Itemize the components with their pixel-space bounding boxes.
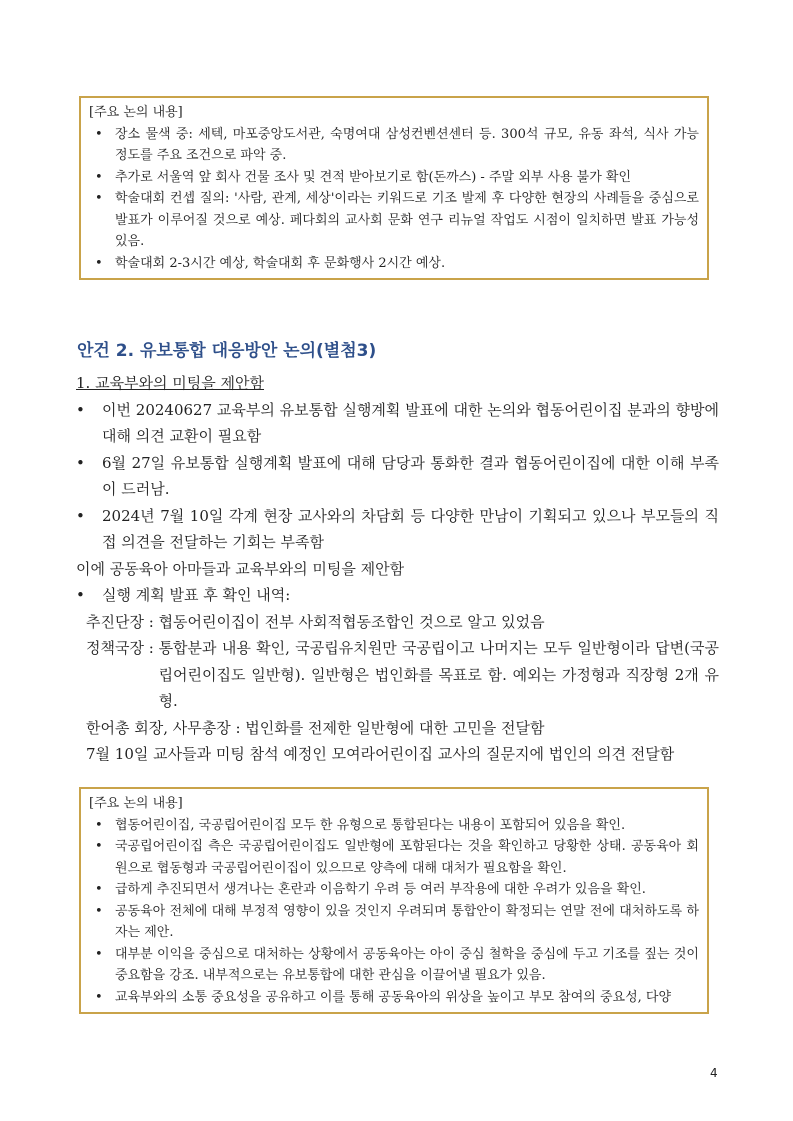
- discussion-list: [89, 124, 699, 275]
- box-header: [주요 논의 내용]: [89, 105, 183, 120]
- list-item: • 학술대회 2-3시간 예상, 학술대회 후 문화행사 2시간 예상.: [89, 253, 699, 275]
- list-item: • 추가로 서울역 앞 회사 건물 조사 및 견적 받아보기로 함(돈까스) - 주말 외부 사용 불가 확인: [89, 167, 699, 189]
- list-item: • 이번 20240627 교육부의 유보통합 실행계획 발표에 대한 논의와 협동어린이집 분과의 향방에 대해 의견 교환이 필요함: [76, 397, 719, 450]
- bullet-list: [76, 397, 719, 556]
- speaker-name: 추진단장 :: [86, 612, 159, 631]
- discussion-list: [89, 815, 699, 1009]
- list-item: • 대부분 이익을 중심으로 대처하는 상황에서 공동육아는 아이 중심 철학을 중심에 두고 기조를 짚는 것이 중요함을 강조. 내부적으로는 유보통합에 대한 관심을 이끌어낼 필요가 있음.: [89, 944, 699, 987]
- list-item: • 국공립어린이집 측은 국공립어린이집도 일반형에 포함된다는 것을 확인하고 당황한 상태. 공동육아 회원으로 협동형과 국공립어린이집이 있으므로 양측에 대해 대처가 필요함을 확인.: [89, 836, 699, 879]
- speaker-text: 통합분과 내용 확인, 국공립유치원만 국공립이고 나머지는 모두 일반형이라 답변(국공립어린이집도 일반형). 일반형은 법인화를 목표로 함. 예외는 가정형과 직장형 2개 유형.: [158, 639, 719, 710]
- discussion-box-2: [79, 787, 709, 1014]
- subsection-title: 1. 교육부와의 미팅을 제안함: [76, 374, 265, 392]
- list-item: • 2024년 7월 10일 각계 현장 교사와의 차담회 등 다양한 만남이 기획되고 있으나 부모들의 직접 의견을 전달하는 기회는 부족함: [76, 503, 719, 556]
- section-body: [76, 370, 719, 768]
- speaker-row: [86, 635, 719, 715]
- speaker-text: 협동어린이집이 전부 사회적협동조합인 것으로 알고 있었음: [158, 612, 545, 631]
- proposal-text: 이에 공동육아 아마들과 교육부와의 미팅을 제안함: [76, 559, 405, 578]
- speaker-name: 정책국장 :: [86, 639, 159, 657]
- list-item: • 6월 27일 유보통합 실행계획 발표에 대해 담당과 통화한 결과 협동어린이집에 대한 이해 부족이 드러남.: [76, 450, 719, 503]
- list-item: • 교육부와의 소통 중요성을 공유하고 이를 통해 공동육아의 위상을 높이고 부모 참여의 중요성, 다양: [89, 987, 699, 1009]
- box-header: [주요 논의 내용]: [89, 796, 183, 811]
- page-number: 4: [710, 1066, 718, 1080]
- discussion-box-1: [79, 96, 709, 280]
- list-item: • 실행 계획 발표 후 확인 내역:: [76, 582, 719, 609]
- section-title: 안건 2. 유보통합 대응방안 논의(별첨3): [77, 341, 377, 361]
- note-line: 7월 10일 교사들과 미팅 참석 예정인 모여라어린이집 교사의 질문지에 법인의 의견 전달함: [86, 745, 675, 763]
- list-item: • 공동육아 전체에 대해 부정적 영향이 있을 것인지 우려되며 통합안이 확정되는 연말 전에 대처하도록 하자는 제안.: [89, 901, 699, 944]
- list-item: • 장소 물색 중: 세텍, 마포중앙도서관, 숙명여대 삼성컨벤션센터 등. 300석 규모, 유동 좌석, 식사 가능 정도를 주요 조건으로 파악 중.: [89, 124, 699, 167]
- list-item: • 급하게 추진되면서 생겨나는 혼란과 이음학기 우려 등 여러 부작용에 대한 우려가 있음을 확인.: [89, 879, 699, 901]
- speaker-row: [86, 609, 719, 636]
- note-line: 한어총 회장, 사무총장 : 법인화를 전제한 일반형에 대한 고민을 전달함: [86, 718, 545, 737]
- list-item: • 학술대회 컨셉 질의: '사람, 관계, 세상'이라는 키워드로 기조 발제 후 다양한 현장의 사례들을 중심으로 발표가 이루어질 것으로 예상. 페다회의 교사회 문화 연구 리뉴얼 작업도 시점이 일치하면 발표 가능성 있음.: [89, 188, 699, 253]
- check-list: [76, 582, 719, 609]
- list-item: • 협동어린이집, 국공립어린이집 모두 한 유형으로 통합된다는 내용이 포함되어 있음을 확인.: [89, 815, 699, 837]
